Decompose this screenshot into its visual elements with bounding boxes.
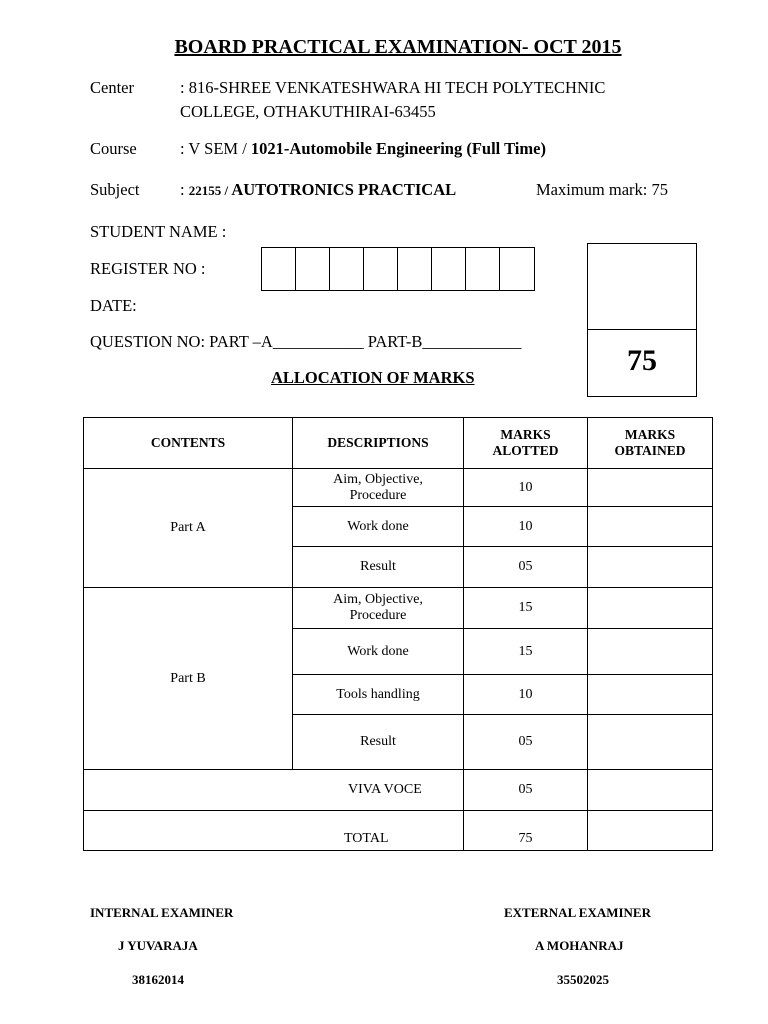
register-digit-box[interactable] <box>432 248 466 290</box>
subject-label: Subject <box>90 180 140 199</box>
course-prefix: : V SEM / <box>180 139 251 158</box>
max-mark: Maximum mark: 75 <box>536 180 668 199</box>
marks-obtained-cell[interactable] <box>588 588 713 629</box>
subject-prefix: : <box>180 180 189 199</box>
register-digit-box[interactable] <box>296 248 330 290</box>
center-line-1: : 816-SHREE VENKATESHWARA HI TECH POLYTECHNIC <box>180 78 606 97</box>
description-cell <box>293 469 464 507</box>
register-no-label: REGISTER NO : <box>90 259 206 278</box>
marks-alloted-cell: 05 <box>464 770 588 811</box>
table-row <box>84 811 713 851</box>
external-examiner-name: A MOHANRAJ <box>535 938 624 953</box>
table-header-row <box>84 418 713 469</box>
marks-box-blank <box>588 244 696 330</box>
internal-examiner-name: J YUVARAJA <box>118 938 198 953</box>
description-cell: Work done <box>293 629 464 675</box>
marks-obtained-cell[interactable] <box>588 507 713 547</box>
total-marks-cell: 75 <box>464 811 588 851</box>
marks-obtained-cell[interactable] <box>588 715 713 770</box>
register-digit-box[interactable] <box>330 248 364 290</box>
external-examiner-title: EXTERNAL EXAMINER <box>504 905 651 920</box>
internal-examiner-title: INTERNAL EXAMINER <box>90 905 234 920</box>
table-row <box>84 469 713 507</box>
subject-field <box>180 180 456 200</box>
marks-table <box>83 417 713 851</box>
register-digit-box[interactable] <box>262 248 296 290</box>
viva-voce-label: VIVA VOCE <box>84 770 464 811</box>
total-label: TOTAL <box>84 811 464 851</box>
register-digit-box[interactable] <box>364 248 398 290</box>
marks-alloted-cell: 15 <box>464 588 588 629</box>
table-row <box>84 588 713 629</box>
part-b-label: Part B <box>84 588 293 770</box>
description-line: Procedure <box>349 487 407 503</box>
external-examiner-id: 35502025 <box>557 972 609 987</box>
allocation-title: ALLOCATION OF MARKS <box>271 368 475 387</box>
header-alloted-line1: MARKS <box>500 427 551 442</box>
marks-alloted-cell: 15 <box>464 629 588 675</box>
description-cell: Work done <box>293 507 464 547</box>
description-cell: Result <box>293 715 464 770</box>
header-descriptions: DESCRIPTIONS <box>293 418 464 469</box>
marks-obtained-cell[interactable] <box>588 770 713 811</box>
marks-box-value: 75 <box>627 344 657 377</box>
header-marks-obtained <box>588 418 713 469</box>
marks-alloted-cell: 05 <box>464 715 588 770</box>
marks-alloted-cell: 05 <box>464 547 588 588</box>
register-digit-box[interactable] <box>466 248 500 290</box>
marks-box <box>587 243 697 397</box>
header-contents: CONTENTS <box>84 418 293 469</box>
part-a-label: Part A <box>84 469 293 588</box>
description-cell: Result <box>293 547 464 588</box>
marks-alloted-cell: 10 <box>464 469 588 507</box>
description-line: Procedure <box>349 608 407 623</box>
course-label: Course <box>90 139 137 158</box>
table-row <box>84 770 713 811</box>
subject-value: AUTOTRONICS PRACTICAL <box>231 180 457 199</box>
date-label: DATE: <box>90 296 137 315</box>
question-no-label: QUESTION NO: PART –A___________ PART-B____________ <box>90 332 522 351</box>
subject-code: 22155 / <box>188 183 232 198</box>
course-field <box>180 139 546 159</box>
header-alloted-line2: ALOTTED <box>492 443 559 458</box>
marks-obtained-cell[interactable] <box>588 675 713 715</box>
register-number-boxes[interactable] <box>261 247 535 291</box>
marks-alloted-cell: 10 <box>464 675 588 715</box>
marks-obtained-cell[interactable] <box>588 469 713 507</box>
student-name-label: STUDENT NAME : <box>90 222 227 241</box>
description-cell: Tools handling <box>293 675 464 715</box>
marks-alloted-cell: 10 <box>464 507 588 547</box>
description-cell <box>293 588 464 629</box>
header-obtained-line2: OBTAINED <box>614 443 686 458</box>
marks-obtained-cell[interactable] <box>588 629 713 675</box>
register-digit-box[interactable] <box>398 248 432 290</box>
register-digit-box[interactable] <box>500 248 534 290</box>
course-value: 1021-Automobile Engineering (Full Time) <box>250 139 546 158</box>
center-line-2: COLLEGE, OTHAKUTHIRAI-63455 <box>180 102 436 121</box>
marks-obtained-cell[interactable] <box>588 811 713 851</box>
description-line: Aim, Objective, <box>333 592 423 607</box>
header-marks-alloted <box>464 418 588 469</box>
page-title: BOARD PRACTICAL EXAMINATION- OCT 2015 <box>174 36 622 58</box>
description-line: Aim, Objective, <box>333 471 423 487</box>
internal-examiner-id: 38162014 <box>132 972 184 987</box>
header-obtained-line1: MARKS <box>624 427 676 442</box>
marks-obtained-cell[interactable] <box>588 547 713 588</box>
center-label: Center <box>90 78 134 97</box>
